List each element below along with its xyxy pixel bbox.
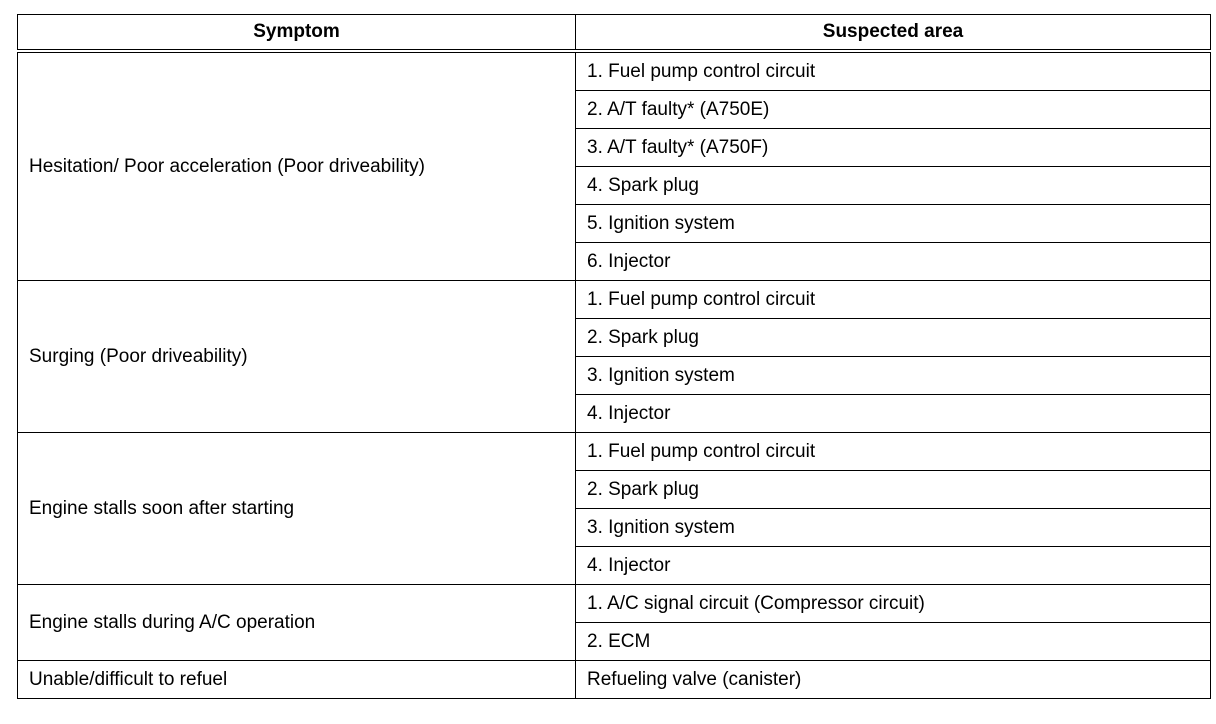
suspected-area-cell: Refueling valve (canister) <box>576 661 1211 699</box>
symptom-cell: Engine stalls soon after starting <box>18 433 576 585</box>
suspected-area-cell: 3. Ignition system <box>576 509 1211 547</box>
suspected-area-cell: 2. Spark plug <box>576 471 1211 509</box>
suspected-area-cell: 2. Spark plug <box>576 319 1211 357</box>
symptom-cell: Unable/difficult to refuel <box>18 661 576 699</box>
suspected-area-cell: 6. Injector <box>576 243 1211 281</box>
table-row <box>18 51 1211 91</box>
header-row <box>18 15 1211 52</box>
suspected-area-cell: 2. ECM <box>576 623 1211 661</box>
suspected-area-cell: 3. Ignition system <box>576 357 1211 395</box>
suspected-area-cell: 2. A/T faulty* (A750E) <box>576 91 1211 129</box>
table-row <box>18 281 1211 319</box>
table-body <box>18 51 1211 699</box>
suspected-area-cell: 3. A/T faulty* (A750F) <box>576 129 1211 167</box>
suspected-area-cell: 4. Spark plug <box>576 167 1211 205</box>
symptom-cell: Engine stalls during A/C operation <box>18 585 576 661</box>
suspected-area-cell: 1. Fuel pump control circuit <box>576 433 1211 471</box>
table-row <box>18 585 1211 623</box>
table-row <box>18 433 1211 471</box>
suspected-area-cell: 4. Injector <box>576 395 1211 433</box>
suspected-area-cell: 4. Injector <box>576 547 1211 585</box>
symptom-column-header: Symptom <box>18 15 576 52</box>
symptom-cell: Surging (Poor driveability) <box>18 281 576 433</box>
suspected-area-cell: 5. Ignition system <box>576 205 1211 243</box>
suspected-area-column-header: Suspected area <box>576 15 1211 52</box>
suspected-area-cell: 1. A/C signal circuit (Compressor circuit) <box>576 585 1211 623</box>
table-row <box>18 661 1211 699</box>
symptom-cell: Hesitation/ Poor acceleration (Poor driveability) <box>18 51 576 281</box>
suspected-area-cell: 1. Fuel pump control circuit <box>576 281 1211 319</box>
symptom-table <box>17 14 1211 699</box>
suspected-area-cell: 1. Fuel pump control circuit <box>576 51 1211 91</box>
